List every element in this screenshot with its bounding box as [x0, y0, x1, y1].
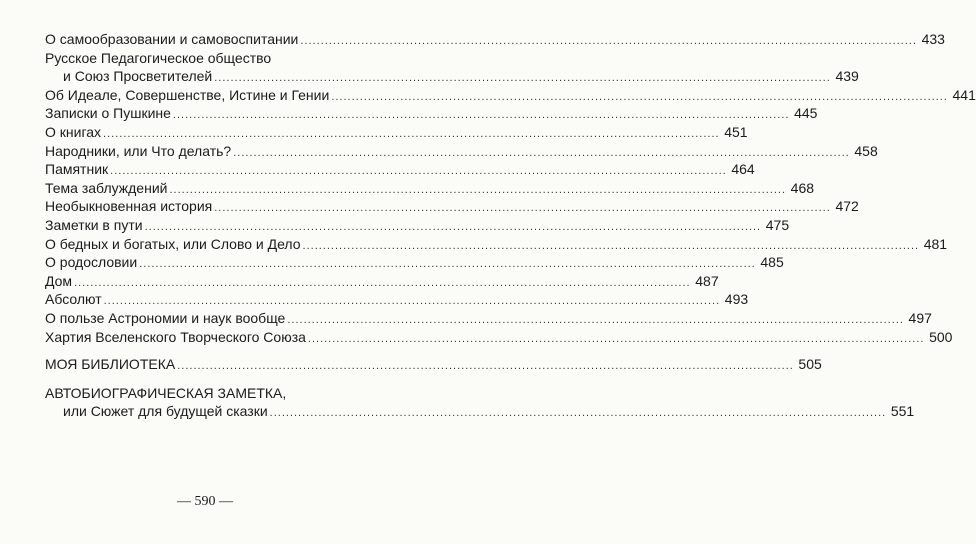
toc-entry-page: 445 — [794, 105, 818, 122]
dot-leader — [169, 181, 786, 200]
toc-entry — [45, 123, 748, 142]
dot-leader — [270, 404, 887, 423]
dot-leader — [331, 88, 948, 107]
toc-entry-page: 433 — [921, 31, 945, 47]
toc-entry — [45, 142, 878, 161]
toc-entry-page: 451 — [724, 123, 748, 140]
dot-leader — [214, 199, 831, 218]
page-number: — 590 — — [177, 494, 233, 509]
toc-entry-page: 497 — [908, 309, 932, 326]
toc-entry-page: 493 — [724, 291, 749, 308]
toc-entry-page: 441 — [952, 86, 976, 103]
toc-entry-page: 472 — [835, 198, 859, 215]
toc-entry-title: Тема заблуждений — [45, 179, 168, 196]
toc-entry-title: или Сюжет для будущей сказки — [63, 403, 268, 420]
dot-leader — [110, 162, 727, 181]
toc-entry-page: 481 — [923, 235, 948, 252]
toc-entry — [45, 216, 790, 235]
dot-leader — [303, 237, 920, 256]
toc-entry-page: 475 — [765, 216, 790, 233]
table-of-contents — [45, 30, 976, 421]
toc-entry-title-line1: Русское Педагогическое общество — [45, 49, 272, 66]
dot-leader — [233, 144, 850, 163]
toc-entry-title: О самообразовании и самовоспитании — [45, 31, 299, 47]
toc-entry-title: О пользе Астрономии и наук вообще — [45, 309, 286, 326]
toc-entry-title: Дом — [45, 272, 73, 289]
toc-entry-title: Заметки в пути — [45, 216, 143, 233]
dot-leader — [173, 106, 790, 125]
toc-entry-title: Записки о Пушкине — [45, 105, 171, 122]
toc-entry-page: 439 — [835, 68, 859, 85]
toc-entry-page: 468 — [790, 179, 815, 196]
toc-entry-title: Памятник — [45, 161, 109, 178]
toc-entry — [45, 86, 976, 105]
toc-entry — [45, 235, 948, 254]
toc-entry — [45, 104, 818, 123]
toc-entry-title: Об Идеале, Совершенстве, Истине и Гении — [45, 86, 330, 103]
toc-entry — [45, 328, 953, 347]
toc-entry — [45, 253, 784, 272]
toc-entry-page: 485 — [760, 254, 784, 271]
toc-entry-page: 505 — [798, 356, 822, 373]
toc-entry-title: О родословии — [45, 254, 138, 271]
dot-leader — [74, 274, 691, 293]
dot-leader — [177, 357, 794, 376]
toc-section-library — [45, 355, 822, 374]
toc-entry-page: 500 — [929, 328, 953, 345]
toc-entry-title: О книгах — [45, 123, 102, 140]
toc-entry — [45, 160, 755, 179]
toc-entry-title: и Союз Просветителей — [63, 68, 213, 85]
toc-entry — [45, 290, 749, 309]
toc-entry — [45, 272, 719, 291]
dot-leader — [308, 330, 925, 349]
toc-entry-title: О бедных и богатых, или Слово и Дело — [45, 235, 301, 252]
toc-entry-page: 464 — [731, 161, 755, 178]
toc-entry — [45, 67, 859, 86]
toc-entry-title: МОЯ БИБЛИОТЕКА — [45, 356, 176, 373]
toc-entry-page: 458 — [854, 142, 878, 159]
dot-leader — [300, 32, 917, 51]
toc-entry — [45, 179, 815, 198]
toc-entry — [45, 197, 859, 216]
toc-section-autobio — [45, 402, 915, 421]
toc-entry-title: Народники, или Что делать? — [45, 142, 232, 159]
toc-entry-title: Абсолют — [45, 291, 102, 308]
dot-leader — [287, 311, 904, 330]
toc-entry-page: 487 — [695, 272, 719, 289]
toc-entry — [45, 30, 945, 49]
toc-entry — [45, 309, 932, 328]
toc-entry-title: Необыкновенная история — [45, 198, 213, 215]
toc-entry-page: 551 — [890, 403, 915, 420]
toc-section-autobio-title: АВТОБИОГРАФИЧЕСКАЯ ЗАМЕТКА, — [45, 384, 287, 401]
toc-entry-title: Хартия Вселенского Творческого Союза — [45, 328, 306, 345]
dot-leader — [139, 255, 756, 274]
